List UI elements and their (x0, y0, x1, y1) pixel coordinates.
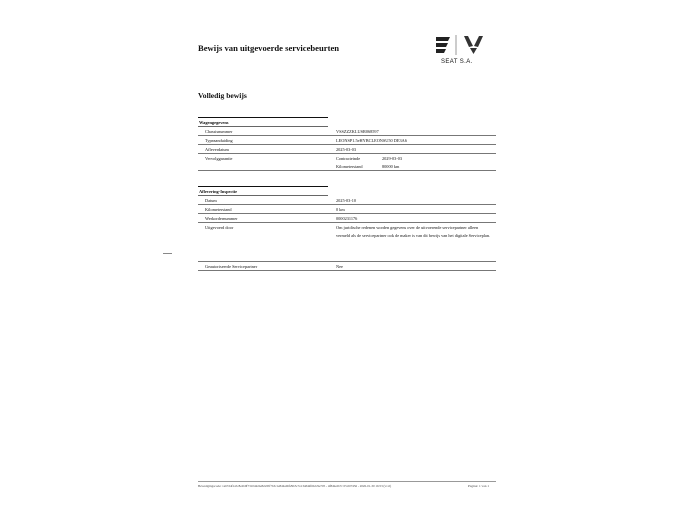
footer-verification (198, 484, 391, 488)
cupra-logo-icon (464, 36, 483, 54)
warranty-mileage-value: 80000 km (382, 163, 400, 169)
row-value: 2025-03-03 (336, 147, 357, 152)
section-title: Volledig bewijs (198, 91, 247, 100)
row-label: Afleverdatum (205, 147, 229, 152)
row-label: Geautoriseerde Servicepartner (205, 264, 258, 269)
inspection-table-header (198, 186, 328, 196)
row-value: Nee (336, 264, 343, 269)
row-label: Werkordernummer (205, 216, 238, 221)
verification-code: Bevestigingscode: 1a67d4f1a5c8e2b9f7310d4c6e82a95f7b3c1e8d4a06f29b5c7e13a8d4f6b2c9e705 - 4f8a9e2b7c (198, 484, 343, 488)
table-row (198, 196, 496, 205)
row-label: Vervolggarantie (205, 156, 233, 161)
row-label: Datum (205, 198, 217, 203)
page-number: Pagina: 1 van 1 (468, 484, 489, 488)
seat-logo-icon (436, 37, 450, 53)
footer-timestamp: 05.007456 - 2026-01-30 16:53 (v1.0) (343, 484, 392, 488)
table-row (198, 136, 496, 145)
brand-logos (433, 33, 495, 73)
vehicle-table-header (198, 117, 328, 127)
row-value: VSSZZZKLUSR068597 (336, 129, 379, 134)
warranty-contract-end-label: Contracteinde (336, 156, 361, 161)
performed-by-row (198, 223, 496, 262)
warranty-contract-end-value: 2029-03-03 (382, 156, 403, 161)
row-value: 2025-03-10 (336, 198, 357, 203)
inspection-table-heading: Aflevering-Inspectie (199, 188, 238, 194)
table-row (198, 127, 496, 136)
row-value: LEONSP1.5eHYBCLEONSU50 DE3A6 (336, 138, 407, 143)
footer-divider (198, 481, 496, 482)
warranty-row (198, 154, 496, 171)
row-value: 0000231176 (336, 216, 358, 221)
row-label: Uitgevoerd door (205, 225, 234, 230)
table-row (198, 262, 496, 271)
vehicle-table (198, 117, 496, 171)
row-value: 0 km (336, 207, 345, 212)
vehicle-table-heading: Wagengegevens (199, 119, 229, 125)
table-row (198, 145, 496, 154)
table-row (198, 214, 496, 223)
table-row (198, 205, 496, 214)
row-label: Chassisnummer (205, 129, 233, 134)
document-title: Bewijs van uitgevoerde servicebeurten (198, 43, 340, 53)
row-label: Typeaanduiding (205, 138, 233, 143)
brand-name: SEAT S.A. (441, 59, 473, 65)
margin-mark (163, 253, 172, 254)
row-label: Kilometerstand (205, 207, 232, 212)
warranty-mileage-label: Kilometerstand (336, 163, 363, 169)
inspection-table (198, 186, 496, 271)
performed-by-note: Om juridische redenen worden gegevens over de uitvoerende servicepartner alleen vermeld als de servicepartner ook de maker is van dit bewijs van het digitale Serviceplan. (336, 225, 491, 238)
